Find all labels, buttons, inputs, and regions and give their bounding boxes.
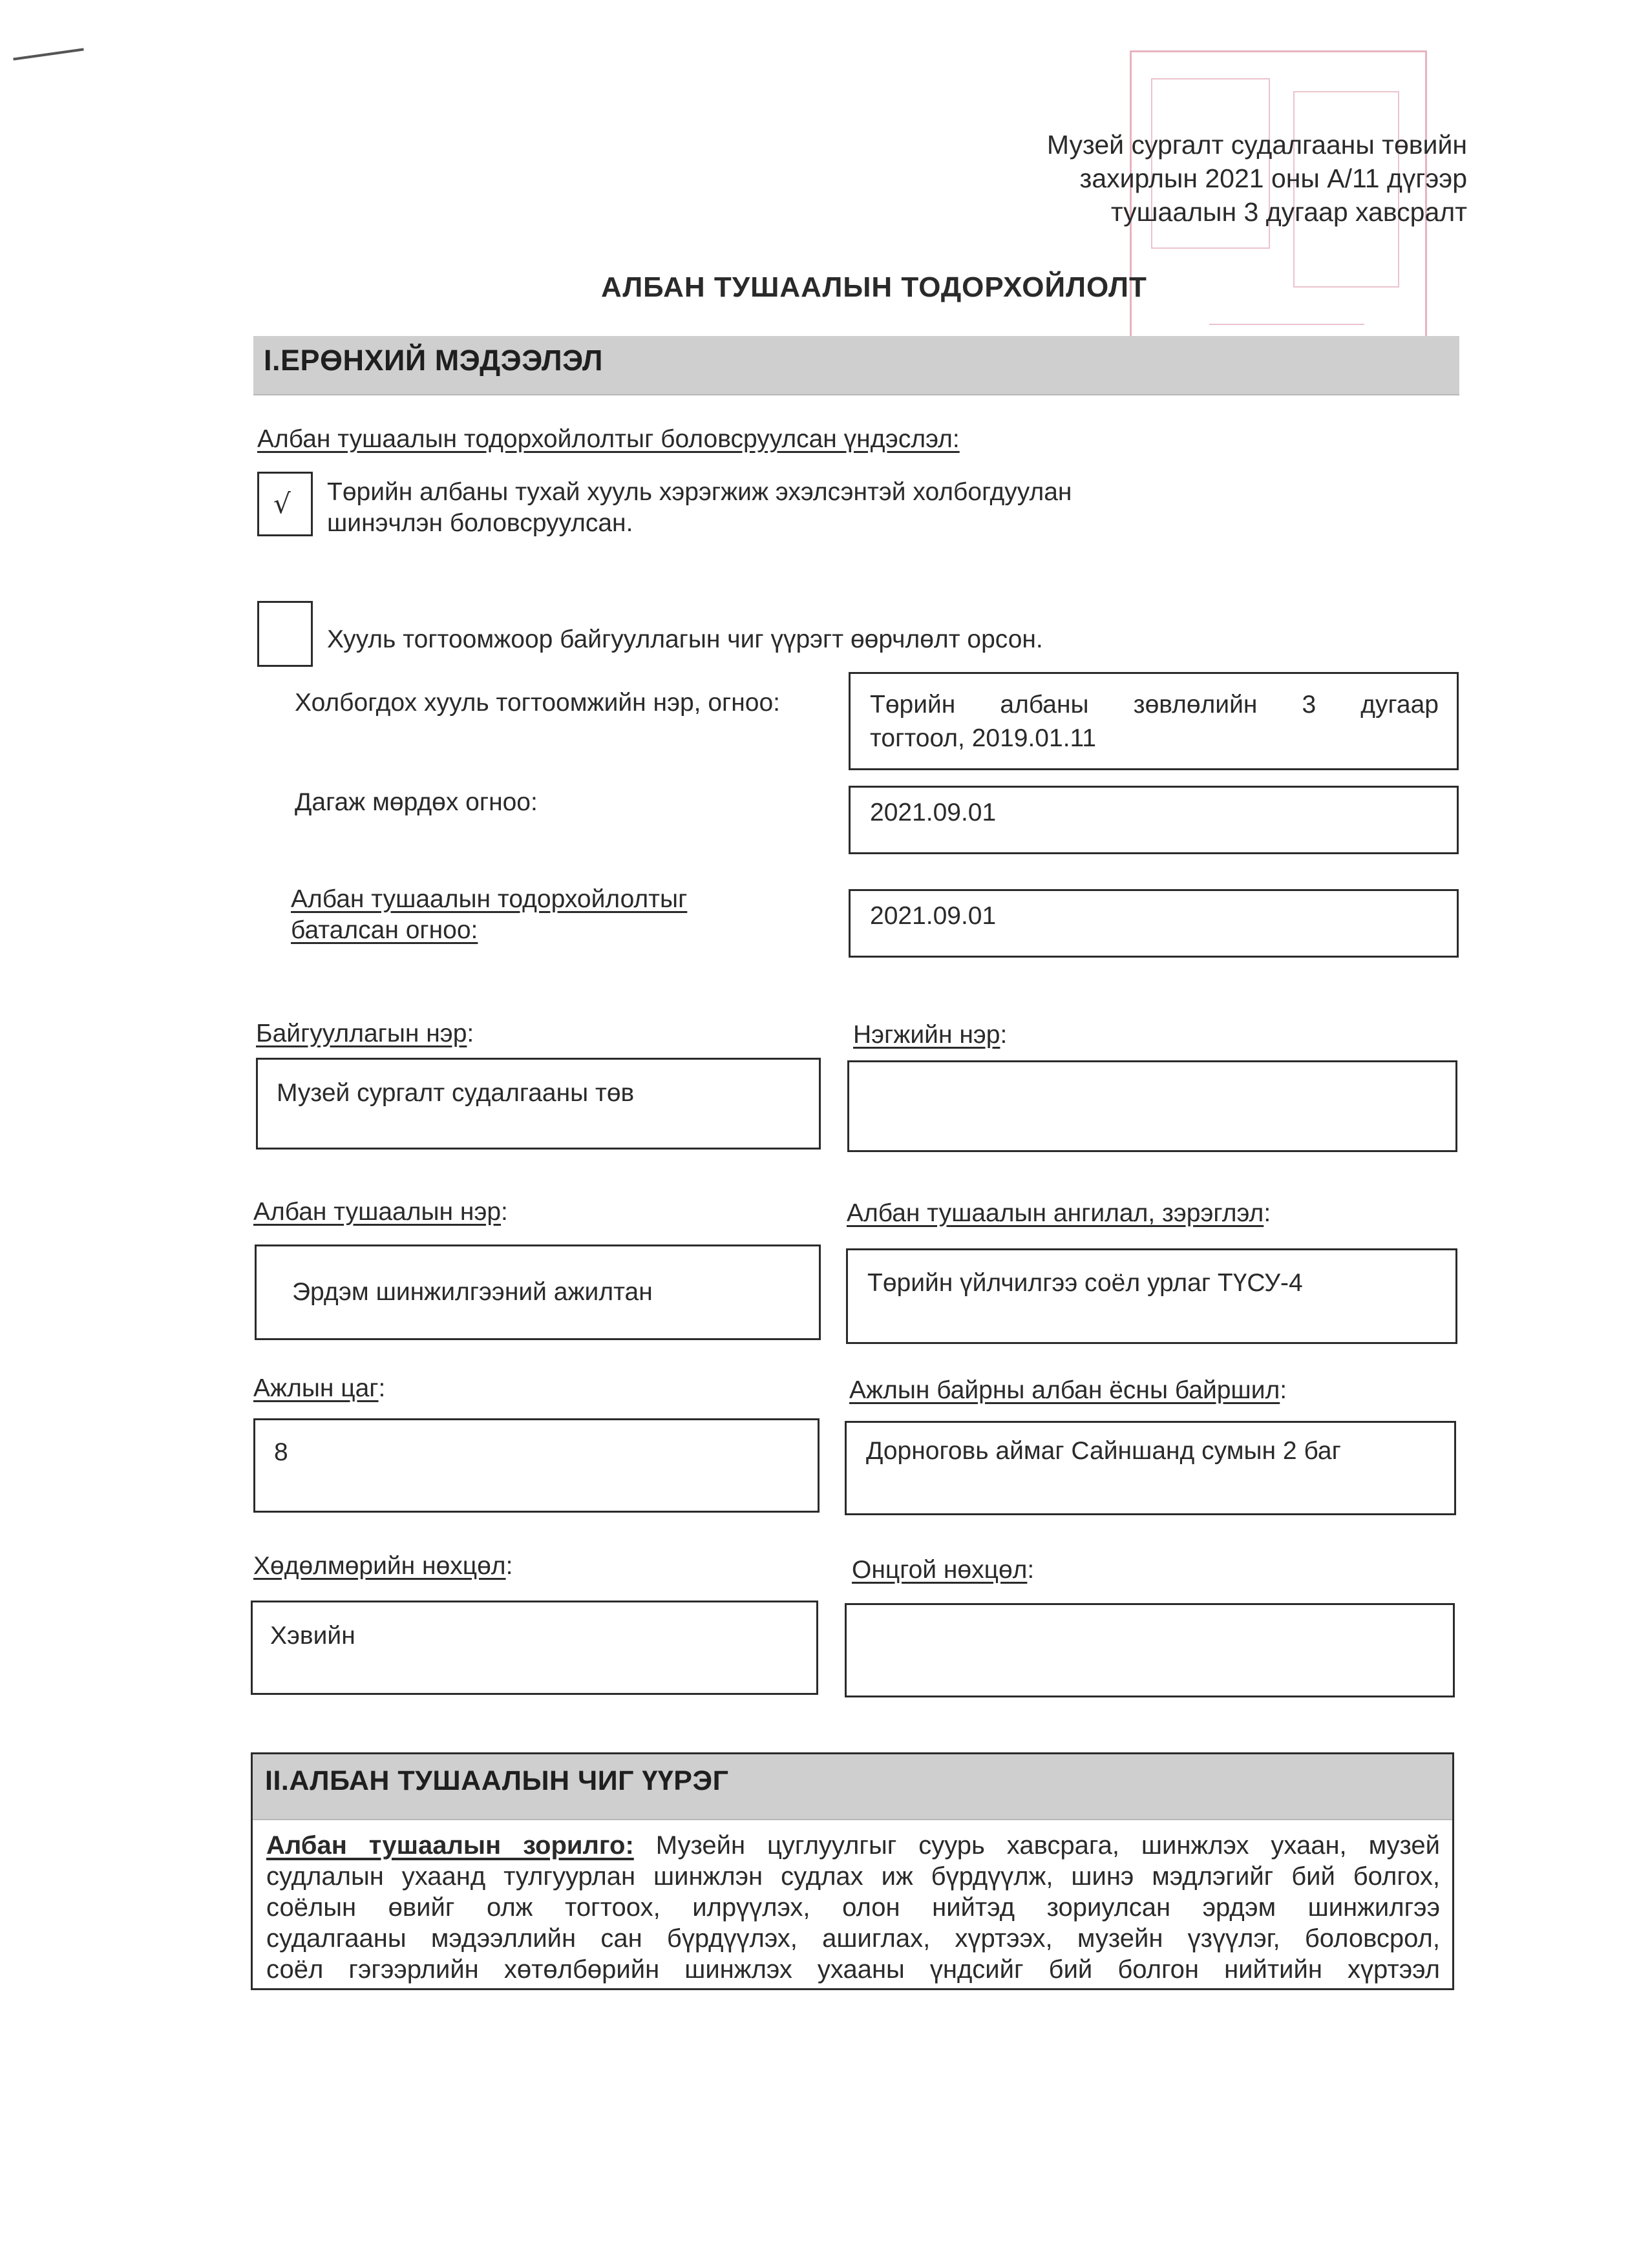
related-law-field[interactable] [849,672,1459,770]
unit-name-label-text: Нэгжийн нэр [853,1021,1000,1049]
option1-line1: Төрийн албаны тухай хууль хэрэгжиж эхэлсэнтэй холбогдуулан [327,478,1072,506]
header-note-line2: захирлын 2021 оны А/11 дүгээр [1079,163,1467,193]
position-class-label-text: Албан тушаалын ангилал, зэрэглэл [847,1199,1264,1227]
position-name-label [253,1197,508,1228]
checkbox-option1[interactable] [257,472,313,536]
colon: : [505,1552,513,1580]
org-name-value: Музей сургалт судалгааны төв [277,1079,635,1107]
effective-date-value: 2021.09.01 [870,799,997,826]
colon: : [1280,1376,1287,1404]
section2-title: II.АЛБАН ТУШААЛЫН ЧИГ ҮҮРЭГ [265,1765,729,1796]
special-conditions-field[interactable] [845,1603,1455,1697]
purpose-line5: соёл гэгээрлийн хөтөлбөрийн шинжлэх ухааны үндсийг бий болгон нийтийн хүртээл [266,1955,1440,1984]
work-conditions-value: Хэвийн [270,1622,355,1650]
purpose-block [266,1830,1440,1985]
position-name-label-text: Албан тушаалын нэр [253,1198,502,1226]
position-class-value: Төрийн үйлчилгээ соёл урлаг ТҮСУ-4 [867,1269,1303,1297]
scan-mark [13,48,83,60]
header-note-line3: тушаалын 3 дугаар хавсралт [1110,197,1467,227]
colon: : [1027,1556,1035,1584]
position-name-value: Эрдэм шинжилгээний ажилтан [292,1278,653,1306]
special-conditions-label [852,1555,1034,1586]
header-note-line1: Музей сургалт судалгааны төвийн [1046,130,1467,160]
work-hours-value: 8 [274,1438,288,1466]
purpose-line1 [266,1830,1440,1861]
approved-date-label [291,884,687,946]
related-law-line2: тогтоол, 2019.01.11 [870,724,1097,752]
header-note [1047,128,1467,229]
special-conditions-label-text: Онцгой нөхцөл [852,1556,1028,1584]
purpose-line1-text: Музейн цуглуулгыг суурь хавсрага, шинжлэх ухаан, музей [633,1831,1440,1860]
workplace-label-text: Ажлын байрны албан ёсны байршил [849,1376,1280,1404]
approved-date-label-line1: Албан тушаалын тодорхойлолтыг [291,885,688,913]
workplace-field[interactable] [845,1421,1456,1515]
workplace-label [849,1375,1287,1406]
purpose-line3: соёлын өвийг олж тогтоох, илрүүлэх, олон нийтэд зориулсан эрдэм шинжилгээ [266,1893,1440,1922]
colon: : [501,1198,508,1226]
option1-line2: шинэчлэн боловсруулсан. [327,509,633,537]
effective-date-label: Дагаж мөрдөх огноо: [295,788,538,816]
unit-name-field[interactable] [847,1060,1457,1152]
basis-label: Албан тушаалын тодорхойлолтыг боловсруулсан үндэслэл: [257,425,960,453]
checkbox-option2[interactable] [257,601,313,667]
approved-date-label-line2: баталсан огноо: [291,916,478,944]
purpose-label: Албан тушаалын зорилго: [266,1831,634,1860]
option2-text: Хууль тогтоомжоор байгууллагын чиг үүрэгт өөрчлөлт орсон. [327,625,1043,653]
work-hours-label [253,1373,385,1404]
position-class-label [847,1198,1271,1229]
workplace-value: Дорноговь аймаг Сайншанд сумын 2 баг [866,1437,1341,1465]
work-conditions-label-text: Хөдөлмөрийн нөхцөл [253,1552,506,1580]
option1-text [327,477,1072,539]
approved-date-value: 2021.09.01 [870,902,997,930]
org-name-label [256,1018,474,1049]
related-law-label: Холбогдох хууль тогтоомжийн нэр, огноо: [295,689,781,717]
unit-name-label [853,1020,1007,1051]
purpose-line2: судлалын ухаанд тулгуурлан шинжлэн судлах иж бүрдүүлж, шинэ мэдлэгийг бий болгох, [266,1862,1440,1891]
purpose-line4: судалгааны мэдээллийн сан бүрдүүлэх, ашиглах, хүртээх, музейн үзүүлэг, боловсрол, [266,1924,1440,1953]
colon: : [467,1020,474,1047]
related-law-line1: Төрийн албаны зөвлөлийн 3 дугаар [870,691,1439,719]
colon: : [378,1374,386,1402]
document-title: АЛБАН ТУШААЛЫН ТОДОРХОЙЛОЛТ [601,271,1147,303]
org-name-label-text: Байгууллагын нэр [256,1020,467,1047]
colon: : [1264,1199,1271,1227]
checkmark-icon: √ [273,488,291,520]
section1-title: I.ЕРӨНХИЙ МЭДЭЭЛЭЛ [264,344,603,377]
work-conditions-label [253,1551,513,1582]
work-hours-label-text: Ажлын цаг [253,1374,379,1402]
work-hours-field[interactable] [253,1418,820,1513]
colon: : [1000,1021,1008,1049]
